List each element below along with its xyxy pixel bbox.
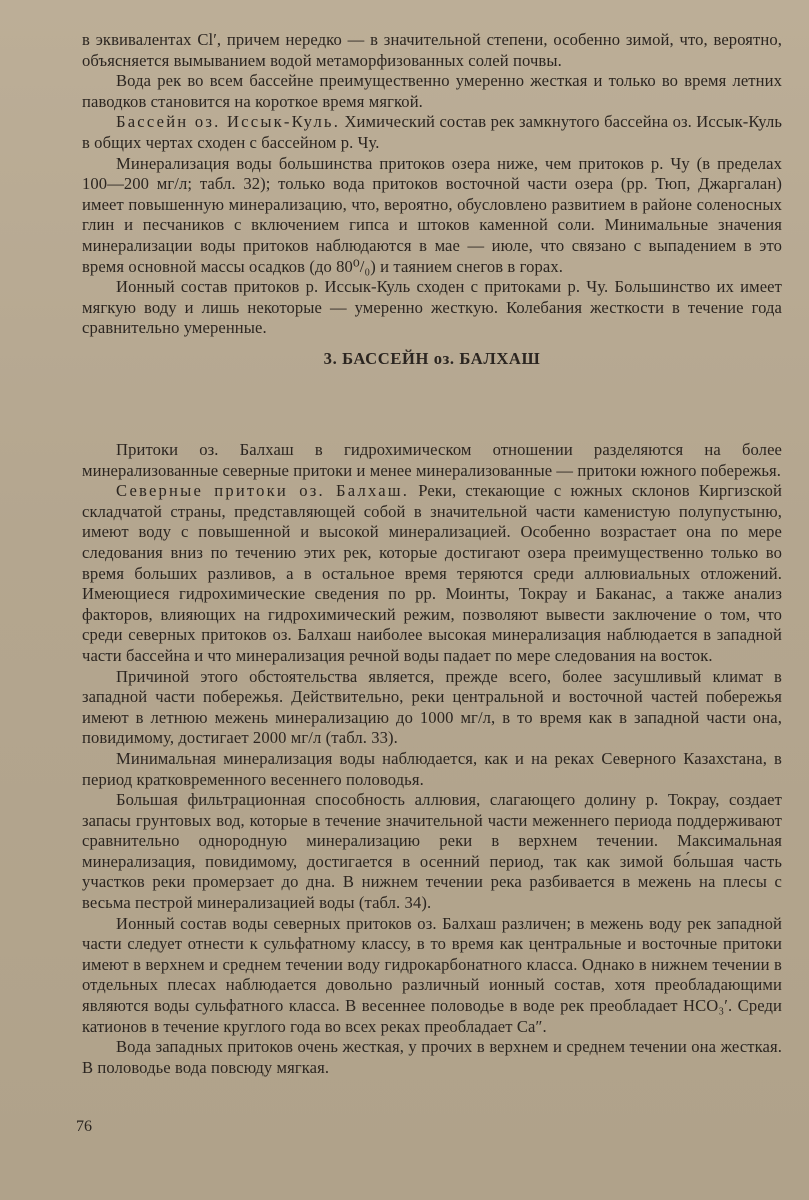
- paragraph-text: Реки, стекающие с южных склонов Киргизской складчатой страны, представляющей собой в значительной части каменистую полупустыню, имеют воду с повышенной и высокой минерализацией. Особенно возрастает она по мере следования вниз по течению этих рек, которые достигают озера преимущественно только во время больших разливов, а в остальное время теряются среди аллювиальных отложений. Имеющиеся гидрохимические сведения по рр. Моинты, Токрау и Баканас, а также анализ факторов, влияющих на гидрохимический режим, позволяют вывести заключение о том, что среди северных притоков оз. Балхаш наиболее высокая минерализация наблюдается в западной части бассейна и что минерализация речной воды падает по мере следования на восток.: [82, 481, 783, 665]
- paragraph: Причиной этого обстоятельства является, прежде всего, более засушливый климат в западной части побережья. Действительно, реки центральной и восточной частей побережья имеют в летнюю межень минерализацию до 1000 мг/л, в то время как в западной части она, повидимому, достигает 2000 мг/л (табл. 33).: [82, 666, 782, 748]
- subsection-lead: Северные притоки оз. Балхаш.: [116, 481, 410, 501]
- paragraph-northern-tributaries: [82, 481, 782, 666]
- page-number: 76: [76, 1118, 92, 1135]
- subsection-lead: Бассейн оз. Иссык-Куль.: [116, 112, 341, 132]
- paragraph: Ионный состав притоков р. Иссык-Куль сходен с притоками р. Чу. Большинство их имеет мягкую воду и лишь некоторые — умеренно жесткую. Колебания жесткости в течение года сравнительно умеренные.: [82, 277, 782, 338]
- paragraph: Притоки оз. Балхаш в гидрохимическом отношении разделяются на более минерализованные северные притоки и менее минерализованные — притоки южного побережья.: [82, 440, 782, 480]
- section-heading: 3. БАССЕЙН оз. БАЛХАШ: [323, 349, 541, 368]
- continuation-text: [82, 30, 782, 339]
- section-text: [82, 440, 782, 1078]
- paragraph: Большая фильтрационная способность аллювия, слагающего долину р. Токрау, создает запасы грунтовых вод, которые в течение значительной части меженнего периода поддерживают сравнительно однородную минерализацию реки в верхнем течении. Максимальная минерализация, повидимому, достигается в осенний период, так как зимой бо́льшая часть участков реки промерзает до дна. В нижнем течении река разбивается в межень на плесы с весьма пестрой минерализацией воды (табл. 34).: [82, 790, 782, 913]
- paragraph: Минерализация воды большинства притоков озера ниже, чем притоков р. Чу (в пределах 100—200 мг/л; табл. 32); только вода притоков восточной части озера (рр. Тюп, Джаргалан) имеет повышенную минерализацию, что, вероятно, обусловлено развитием в районе соленосных глин и песчаников с включением гипса и штоков каменной соли. Минимальные значения минерализации воды притоков наблюдаются в мае — июле, что связано с выпадением в это время основной массы осадков (до 80⁰/₀) и таянием снегов в горах.: [82, 153, 782, 276]
- paragraph: Вода рек во всем бассейне преимущественно умеренно жесткая и только во время летних паводков становится на короткое время мягкой.: [82, 71, 782, 111]
- paragraph-issyk-kul: [82, 112, 782, 153]
- paragraph: Вода западных притоков очень жесткая, у прочих в верхнем и среднем течении она жесткая. В половодье вода повсюду мягкая.: [82, 1037, 782, 1077]
- paragraph-text: Химический состав рек замкнутого бассейна оз. Иссык-Куль в общих чертах сходен с бассейном р. Чу.: [82, 112, 782, 152]
- paragraph: Ионный состав воды северных притоков оз. Балхаш различен; в межень воду рек западной части следует отнести к сульфатному классу, в то время как центральные и восточные притоки имеют в верхнем и среднем течении воду гидрокарбонатного класса. Однако в нижнем течении в отдельных плесах наблюдается довольно различный ионный состав, хотя преобладающими являются воды сульфатного класса. В весеннее половодье в воде рек преобладает HCO₃′. Среди катионов в течение круглого года во всех реках преобладает Ca″.: [82, 913, 782, 1036]
- paragraph-continued: в эквивалентах Cl′, причем нередко — в значительной степени, особенно зимой, что, вероятно, объясняется вымыванием водой метаморфизованных солей почвы.: [82, 30, 782, 70]
- paragraph: Минимальная минерализация воды наблюдается, как и на реках Северного Казахстана, в период кратковременного весеннего половодья.: [82, 748, 782, 789]
